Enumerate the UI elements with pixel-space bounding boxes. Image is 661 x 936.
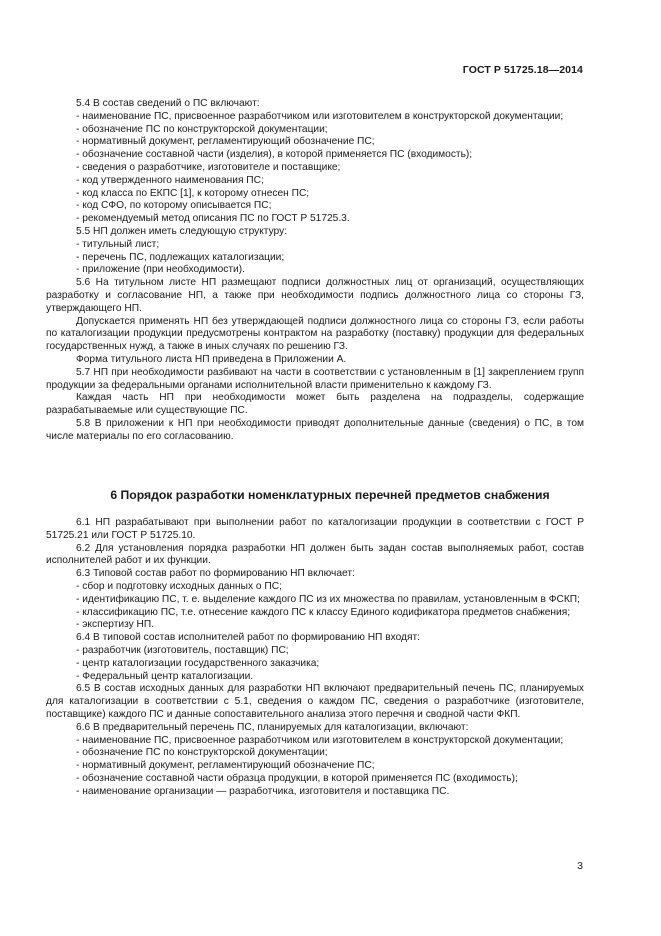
paragraph: - разработчик (изготовитель, поставщик) ПС; [76,644,289,656]
paragraph: - код утвержденного наименования ПС; [76,174,264,186]
paragraph: 5.4 В состав сведений о ПС включают: [76,98,260,109]
paragraph: Каждая часть НП при необходимости может быть разделена на подразделы, содержащие разрабатываемые или существующие ПС. [46,392,584,417]
paragraph: - классификацию ПС, т.е. отнесение каждого ПС к классу Единого кодификатора предметов снабжения; [76,606,571,618]
paragraph: - приложение (при необходимости). [76,264,245,276]
paragraph: 6.3 Типовой состав работ по формированию НП включает: [76,568,355,580]
section-6-body [46,517,584,799]
paragraph: - идентификацию ПС, т. е. выделение каждого ПС из их множества по правилам, установленным в ФСКП; [76,593,580,605]
paragraph: 6.5 В состав исходных данных для разработки НП включают предварительный печень ПС, планируемых для каталогизации в соответствии с 5.1, сведения о каждом ПС, сведения о разработчике (изготовителе, поставщике) каждого ПС и данные сопоставительного анализа этого перечня и сводной части ФКП. [46,683,584,720]
section-5-body [46,98,584,444]
paragraph: - наименование организации — разработчика, изготовителя и поставщика ПС. [76,785,450,797]
paragraph: - наименование ПС, присвоенное разработчиком или изготовителем в конструкторской документации; [76,734,564,746]
paragraph: 6.6 В предварительный перечень ПС, планируемых для каталогизации, включают: [76,721,469,733]
paragraph: 6.2 Для установления порядка разработки НП должен быть задан состав выполняемых работ, состав исполнителей работ и их функции. [46,542,584,567]
paragraph: - обозначение ПС по конструкторской документации; [76,747,328,759]
paragraph: - сведения о разработчике, изготовителе и поставщике; [76,161,341,173]
paragraph: 6.1 НП разрабатывают при выполнении работ по каталогизации продукции в соответствии с ГОСТ Р 51725.21 или ГОСТ Р 51725.10. [46,517,584,541]
paragraph: - титульный лист; [76,238,160,250]
paragraph: - код СФО, по которому описывается ПС; [76,200,272,212]
section-6-heading: 6 Порядок разработки номенклатурных перечней предметов снабжения [110,488,550,502]
paragraph: 5.8 В приложении к НП при необходимости приводят дополнительные данные (сведения) о ПС, в том числе материалы по его согласованию. [46,417,584,442]
paragraph: - сбор и подготовку исходных данных о ПС; [76,580,282,592]
paragraph: 5.7 НП при необходимости разбивают на части в соответствии с установленным в [1] закреплением групп продукции за федеральными органами исполнительной власти применительно к каждому ГЗ. [46,366,584,391]
document-header: ГОСТ Р 51725.18—2014 [462,64,583,76]
paragraph: - центр каталогизации государственного заказчика; [76,657,320,669]
paragraph: - обозначение составной части (изделия), в которой применяется ПС (входимость); [76,149,473,161]
paragraph: 6.4 В типовой состав исполнителей работ по формированию НП входят: [76,632,420,644]
paragraph: - нормативный документ, регламентирующий обозначение ПС; [76,760,375,772]
paragraph: Допускается применять НП без утверждающей подписи должностного лица со стороны ГЗ, если работы по каталогизации продукции предусмотрены контрактом на разработку (поставку) продукции для федеральных государственных нужд, а также в иных случаях по решению ГЗ. [46,315,584,353]
paragraph: - рекомендуемый метод описания ПС по ГОСТ Р 51725.3. [76,213,350,225]
paragraph: Форма титульного листа НП приведена в Приложении А. [76,353,347,365]
paragraph: - обозначение составной части образца продукции, в которой применяется ПС (входимость); [76,772,518,784]
paragraph: 5.5 НП должен иметь следующую структуру: [76,225,288,237]
paragraph: - перечень ПС, подлежащих каталогизации; [76,251,285,263]
paragraph: - Федеральный центр каталогизации. [76,670,254,682]
paragraph: - код класса по ЕКПС [1], к которому отнесен ПС; [76,187,310,199]
paragraph: 5.6 На титульном листе НП размещают подписи должностных лиц от организаций, осуществляющих разработку и согласование НП, а также при необходимости подпись должностного лица со стороны ГЗ, утверждающего НП. [46,277,584,314]
paragraph: - наименование ПС, присвоенное разработчиком или изготовителем в конструкторской документации; [76,110,564,122]
page-number: 3 [577,860,583,872]
paragraph: - нормативный документ, регламентирующий обозначение ПС; [76,136,375,148]
paragraph: - обозначение ПС по конструкторской документации; [76,123,328,135]
paragraph: - экспертизу НП. [76,619,155,631]
